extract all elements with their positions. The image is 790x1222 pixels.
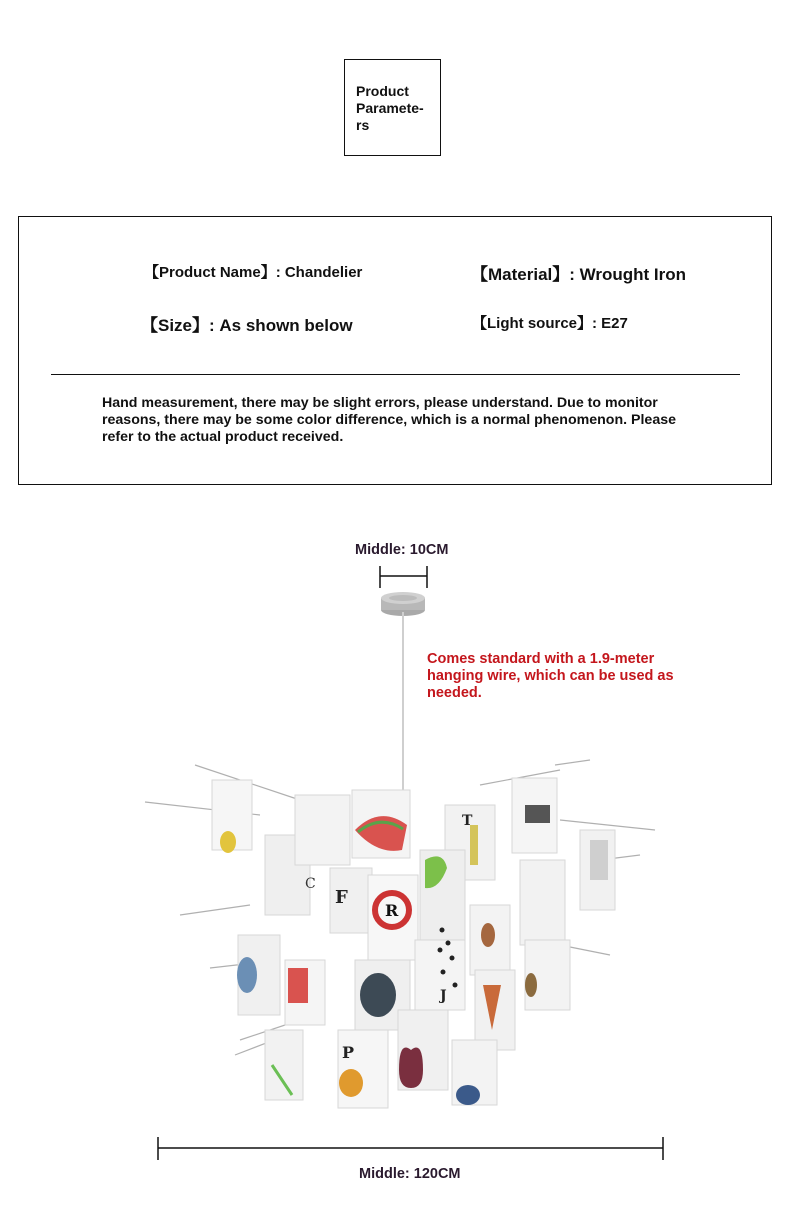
width-dimension-label: Middle: 120CM	[359, 1166, 461, 1182]
param-material: 【Material】: Wrought Iron	[471, 265, 687, 284]
chandelier-image	[145, 760, 655, 1108]
svg-text:C: C	[305, 876, 316, 892]
param-product-name: 【Product Name】: Chandelier	[144, 264, 363, 281]
disclaimer-note: Hand measurement, there may be slight errors, please understand. Due to monitor reasons, there may be some color difference, which is a normal phenomenon. Please refer to the actual product received.	[102, 395, 676, 445]
svg-text:J: J	[440, 988, 447, 1004]
svg-text:T: T	[462, 813, 473, 829]
wire-note: Comes standard with a 1.9-meter hanging wire, which can be used as needed.	[427, 651, 674, 701]
param-light-source: 【Light source】: E27	[472, 315, 628, 332]
canopy-dimension-bar	[380, 566, 427, 588]
page-title: Product Paramete- rs	[356, 83, 424, 133]
width-dimension-bar	[158, 1137, 663, 1160]
canopy-dimension-label: Middle: 10CM	[355, 542, 449, 558]
svg-text:R: R	[385, 901, 399, 920]
param-size: 【Size】: As shown below	[141, 316, 353, 335]
svg-text:F: F	[335, 887, 348, 908]
svg-text:P: P	[342, 1043, 355, 1062]
